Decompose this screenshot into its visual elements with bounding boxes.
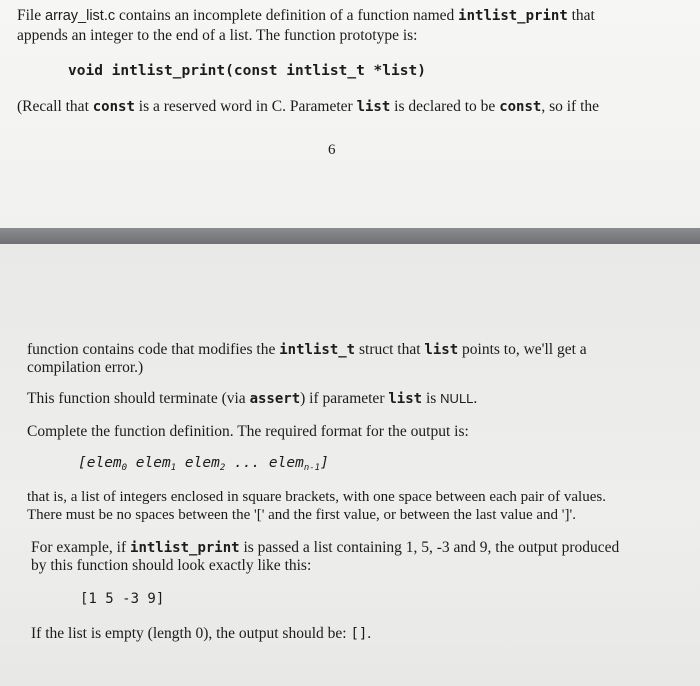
- text: is: [422, 390, 441, 407]
- intro-line-2: appends an integer to the end of a list. The function prototype is:: [17, 27, 418, 44]
- complete-line: Complete the function definition. The required format for the output is:: [27, 423, 469, 440]
- null-constant: NULL: [440, 391, 474, 406]
- subscript: 2: [219, 463, 226, 473]
- text: struct that: [355, 341, 425, 358]
- function-prototype: void intlist_print(const intlist_t *list): [68, 63, 426, 79]
- thatis-line-2: There must be no spaces between the '[' and the first value, or between the last value and ']'.: [27, 507, 576, 523]
- example-line-2: by this function should look exactly like this:: [31, 557, 312, 574]
- recall-line: [17, 97, 599, 117]
- struct-name: intlist_t: [279, 342, 356, 358]
- subscript: 1: [170, 463, 177, 473]
- text: (Recall that: [17, 98, 93, 115]
- text: function contains code that modifies the: [27, 341, 280, 358]
- keyword-const: const: [499, 99, 542, 115]
- text: is a reserved word in C. Parameter: [134, 98, 357, 115]
- text: is passed a list containing 1, 5, -3 and 9, the output produced: [239, 539, 620, 556]
- continuation-line-1: [27, 340, 587, 360]
- filename: array_list.c: [45, 8, 116, 24]
- text: is declared to be: [390, 98, 500, 115]
- function-name: intlist_print: [130, 540, 240, 556]
- param-list: list: [388, 391, 423, 407]
- keyword-assert: assert: [249, 391, 301, 407]
- text: For example, if: [31, 539, 131, 556]
- text: ) if parameter: [300, 390, 389, 407]
- thatis-line-1: that is, a list of integers enclosed in square brackets, with one space between each pair of values.: [27, 489, 606, 505]
- text: .: [473, 390, 478, 407]
- text: ... elem: [225, 455, 304, 471]
- text: If the list is empty (length 0), the output should be:: [31, 625, 351, 642]
- empty-output: []: [350, 626, 368, 642]
- param-list: list: [424, 342, 459, 358]
- text: .: [367, 625, 372, 642]
- empty-line: [31, 624, 371, 644]
- text: elem: [176, 455, 220, 471]
- text: contains an incomplete definition of a function named: [115, 7, 459, 24]
- subscript: 0: [121, 463, 128, 473]
- text: that: [567, 7, 595, 24]
- function-name: intlist_print: [458, 8, 568, 24]
- text: File: [17, 7, 45, 24]
- output-format: [78, 454, 329, 478]
- intro-line-1: [17, 6, 595, 26]
- assert-line: [27, 389, 477, 409]
- page-number: 6: [328, 142, 336, 158]
- keyword-const: const: [92, 99, 135, 115]
- text: points to, we'll get a: [458, 341, 587, 358]
- subscript: n-1: [303, 463, 321, 473]
- page-divider: [0, 228, 700, 244]
- continuation-line-2: compilation error.): [27, 359, 144, 376]
- text: ]: [320, 455, 329, 471]
- text: [elem: [78, 455, 122, 471]
- example-line-1: [31, 538, 619, 558]
- text: , so if the: [541, 98, 600, 115]
- param-list: list: [356, 99, 391, 115]
- text: elem: [127, 455, 171, 471]
- example-output: [1 5 -3 9]: [80, 591, 165, 607]
- text: This function should terminate (via: [27, 390, 250, 407]
